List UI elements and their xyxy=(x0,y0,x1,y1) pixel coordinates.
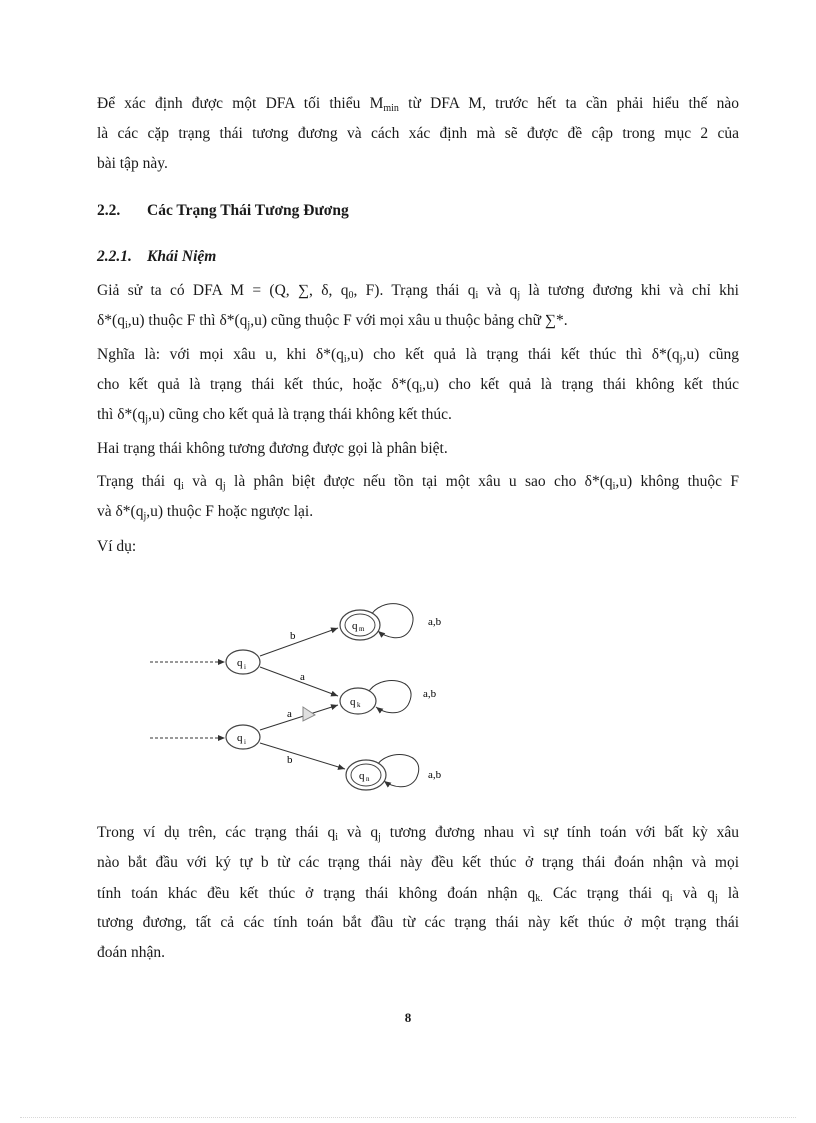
distinct-line-1 xyxy=(97,467,739,497)
state-label-sub: n xyxy=(366,775,370,783)
text-run: và q xyxy=(338,824,379,841)
state-qi-top xyxy=(226,650,260,674)
text-run: và q xyxy=(183,473,223,490)
text-run: ,u) thuộc F hoặc ngược lại. xyxy=(146,503,314,520)
state-label-sub: k xyxy=(357,701,361,709)
intro-line-3 xyxy=(97,149,739,179)
distinct-definition xyxy=(97,434,739,464)
subscript: j xyxy=(517,290,521,301)
text-run: Trạng thái q xyxy=(97,473,182,490)
text-run: là xyxy=(717,885,739,902)
state-label-sub: i xyxy=(244,738,246,746)
conclusion-line-3 xyxy=(97,879,739,909)
text-run: ,u) cũng xyxy=(682,346,739,363)
state-label: q xyxy=(352,620,358,632)
subscript: j xyxy=(247,320,251,331)
section-title: Các Trạng Thái Tương Đương xyxy=(147,202,349,219)
state-label: q xyxy=(359,770,365,782)
definition-line-1 xyxy=(97,276,739,306)
loop-label: a,b xyxy=(428,769,442,781)
text-run: và q xyxy=(672,885,716,902)
text-run: và q xyxy=(478,282,518,299)
state-label-sub: i xyxy=(244,663,246,671)
state-label: q xyxy=(237,732,243,744)
text-run: Để xác định được một DFA tối thiểu M xyxy=(97,95,384,112)
edge-qi-top-to-qk xyxy=(260,667,338,696)
meaning-line-3 xyxy=(97,400,739,430)
edge-label: a xyxy=(300,671,305,683)
text-run: và δ*(q xyxy=(97,503,144,520)
example-label xyxy=(97,532,739,562)
section-number: 2.2. xyxy=(97,202,121,219)
text-run: là tương đương khi và chỉ khi xyxy=(520,282,739,299)
section-heading xyxy=(97,202,349,220)
subscript: min xyxy=(383,103,399,114)
edge-qi-top-to-qm xyxy=(260,628,338,656)
subscript: j xyxy=(378,832,381,843)
subsection-title: Khái Niệm xyxy=(147,248,217,265)
text-run: Hai trạng thái không tương đương được gọi là phân biệt. xyxy=(97,440,448,457)
text-run: Ví dụ: xyxy=(97,538,137,555)
conclusion-line-4 xyxy=(97,908,739,938)
dfa-diagram xyxy=(140,595,480,810)
cursor-pointer-icon xyxy=(303,707,315,721)
edge-label: b xyxy=(287,754,293,766)
state-qk xyxy=(340,681,437,715)
text-run: δ*(q xyxy=(97,312,125,329)
text-run: ,u) cũng cho kết quả là trạng thái không kết thúc. xyxy=(147,406,452,423)
text-run: tương đương, tất cả các tính toán bắt đầu từ các trạng thái này kết thúc ở một trạng thái xyxy=(97,914,739,931)
conclusion-line-2 xyxy=(97,848,739,878)
edge-qi-bottom-to-qn xyxy=(260,743,345,769)
loop-label: a,b xyxy=(423,688,437,700)
edge-label: a xyxy=(287,708,292,720)
text-run: Giả sử ta có DFA M = (Q, ∑, δ, q xyxy=(97,282,349,299)
edge-label: b xyxy=(290,630,296,642)
text-run: cho kết quả là trạng thái kết thúc, hoặc δ*(q xyxy=(97,376,420,393)
text-run: , F). Trạng thái q xyxy=(353,282,476,299)
text-run: Các trạng thái q xyxy=(542,885,670,902)
state-qn xyxy=(346,755,442,791)
text-run: tính toán khác đều kết thúc ở trạng thái không đoán nhận q xyxy=(97,885,536,902)
text-run: Nghĩa là: với mọi xâu u, khi δ*(q xyxy=(97,346,344,363)
meaning-line-1 xyxy=(97,340,739,370)
meaning-line-2 xyxy=(97,370,739,400)
subsection-heading xyxy=(97,248,216,266)
distinct-line-2 xyxy=(97,497,739,527)
definition-line-2 xyxy=(97,306,739,336)
subscript: i xyxy=(181,481,184,492)
text-run: ,u) cho kết quả là trạng thái kết thúc thì δ*(q xyxy=(346,346,680,363)
state-label-sub: m xyxy=(359,625,365,633)
subscript: k. xyxy=(535,893,543,904)
state-qm xyxy=(340,604,442,640)
subscript: i xyxy=(612,481,616,492)
text-run: là các cặp trạng thái tương đương và cách xác định mà sẽ được đề cập trong mục 2 của xyxy=(97,125,739,142)
subscript: j xyxy=(143,511,147,522)
text-run: ,u) thuộc F thì δ*(q xyxy=(127,312,248,329)
state-label: q xyxy=(350,696,356,708)
page-number: 8 xyxy=(404,1010,412,1025)
text-run: bài tập này. xyxy=(97,155,168,172)
text-run: Trong ví dụ trên, các trạng thái q xyxy=(97,824,336,841)
conclusion-line-5 xyxy=(97,938,739,968)
subscript: j xyxy=(145,414,148,425)
conclusion-line-1 xyxy=(97,818,739,848)
subscript: 0 xyxy=(348,290,354,301)
text-run: từ DFA M, trước hết ta cần phải hiểu thế nào xyxy=(398,95,739,112)
intro-line-1 xyxy=(97,89,739,119)
state-qi-bottom xyxy=(226,725,260,749)
text-run: nào bắt đầu với ký tự b từ các trạng thái này đều kết thúc ở trạng thái đoán nhận và mọi xyxy=(97,854,739,871)
subscript: j xyxy=(222,481,226,492)
page-bottom-divider xyxy=(20,1117,796,1118)
state-label: q xyxy=(237,657,243,669)
text-run: ,u) cho kết quả là trạng thái không kết thúc xyxy=(422,376,739,393)
intro-line-2 xyxy=(97,119,739,149)
subscript: i xyxy=(343,354,347,365)
text-run: ,u) không thuộc F xyxy=(615,473,739,490)
text-run: tương đương nhau vì sự tính toán với bất kỳ xâu xyxy=(380,824,739,841)
subscript: i xyxy=(124,320,128,331)
text-run: ,u) cũng thuộc F với mọi xâu u thuộc bảng chữ ∑*. xyxy=(250,312,568,329)
edge-qi-bottom-to-qk xyxy=(260,705,338,730)
subscript: j xyxy=(715,893,718,904)
text-run: thì δ*(q xyxy=(97,406,146,423)
subscript: j xyxy=(679,354,683,365)
subscript: i xyxy=(669,893,673,904)
subscript: i xyxy=(475,290,479,301)
subscript: i xyxy=(335,832,339,843)
loop-label: a,b xyxy=(428,616,442,628)
text-run: đoán nhận. xyxy=(97,944,166,961)
text-run: là phân biệt được nếu tồn tại một xâu u sao cho δ*(q xyxy=(225,473,613,490)
subsection-number: 2.2.1. xyxy=(97,248,132,265)
subscript: i xyxy=(419,384,423,395)
